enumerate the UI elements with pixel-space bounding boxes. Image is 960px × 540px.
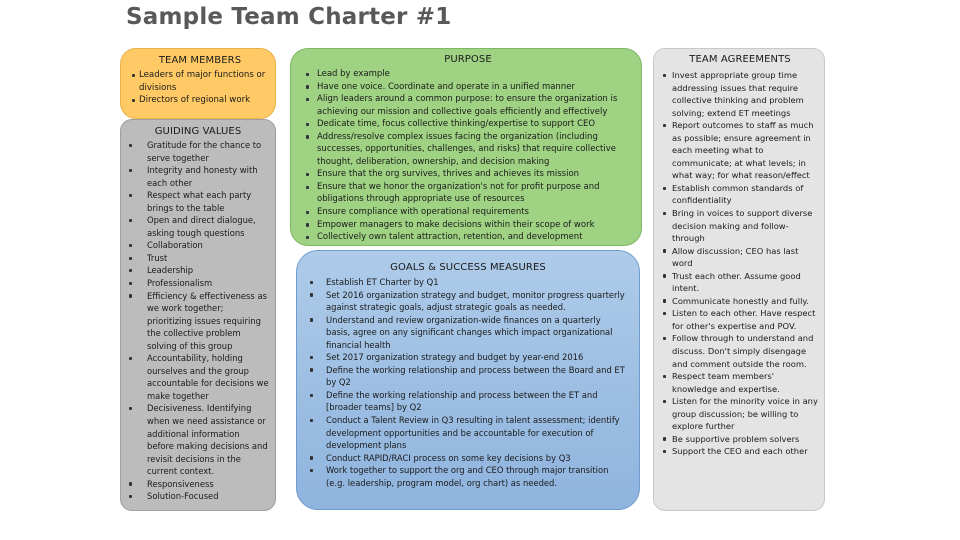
list-item: Report outcomes to staff as much as possible; ensure agreement in each meeting what to communicate; at what levels; in what way; for what reason/effect — [662, 119, 818, 182]
team-agreements-heading: TEAM AGREEMENTS — [689, 54, 791, 65]
list-item: Trust — [127, 252, 269, 265]
list-item: Bring in voices to support diverse decision making and follow-through — [662, 207, 818, 245]
list-item: Address/resolve complex issues facing the organization (including successes, opportunities, challenges, and risks) that require collective thought, deliberation, ownership, and decision making — [305, 131, 631, 169]
purpose-heading: PURPOSE — [444, 54, 492, 65]
list-item: Respect team members' knowledge and expertise. — [662, 370, 818, 395]
list-item: Ensure that the org survives, thrives and achieves its mission — [305, 168, 631, 181]
list-item: Collectively own talent attraction, retention, and development — [305, 231, 631, 244]
list-item: Establish common standards of confidentiality — [662, 182, 818, 207]
list-item: Set 2017 organization strategy and budget by year-end 2016 — [309, 351, 627, 364]
list-item: Responsiveness — [127, 478, 269, 491]
team-agreements-list — [662, 69, 818, 458]
list-item: Support the CEO and each other — [662, 445, 818, 458]
guiding-values-heading: GUIDING VALUES — [154, 126, 242, 137]
list-item: Professionalism — [127, 277, 269, 290]
list-item: Set 2016 organization strategy and budget, monitor progress quarterly against strategic goals, adjust strategic goals as needed. — [309, 289, 627, 314]
list-item: Gratitude for the chance to serve together — [127, 139, 269, 164]
list-item: Invest appropriate group time addressing issues that require collective thinking and problem solving; extend ET meetings — [662, 69, 818, 119]
list-item: Listen for the minority voice in any group discussion; be willing to explore further — [662, 395, 818, 433]
list-item: Integrity and honesty with each other — [127, 164, 269, 189]
team-members-list — [131, 69, 269, 107]
list-item: Open and direct dialogue, asking tough questions — [127, 214, 269, 239]
list-item: Understand and review organization-wide finances on a quarterly basis, agree on any significant changes which impact organizational financial health — [309, 314, 627, 352]
list-item: Have one voice. Coordinate and operate in a unified manner — [305, 81, 631, 94]
list-item: Lead by example — [305, 68, 631, 81]
list-item: Listen to each other. Have respect for other's expertise and POV. — [662, 307, 818, 332]
list-item: Follow through to understand and discuss. Don't simply disengage and comment outside the room. — [662, 332, 818, 370]
list-item: Establish ET Charter by Q1 — [309, 276, 627, 289]
team-members-panel — [120, 48, 276, 119]
list-item: Define the working relationship and process between the ET and [broader teams] by Q2 — [309, 389, 627, 414]
list-item: Respect what each party brings to the table — [127, 189, 269, 214]
team-agreements-panel — [653, 48, 825, 511]
goals-panel — [296, 250, 640, 510]
list-item: Collaboration — [127, 239, 269, 252]
team-members-heading: TEAM MEMBERS — [158, 55, 242, 66]
list-item: Work together to support the org and CEO through major transition (e.g. leadership, program model, org chart) as needed. — [309, 464, 627, 489]
list-item: Conduct a Talent Review in Q3 resulting in talent assessment; identify development opportunities and be accountable for execution of development plans — [309, 414, 627, 452]
list-item: Accountability, holding ourselves and the group accountable for decisions we make together — [127, 352, 269, 402]
list-item: Trust each other. Assume good intent. — [662, 270, 818, 295]
guiding-values-list — [127, 139, 269, 503]
guiding-values-panel — [120, 119, 276, 511]
goals-list — [309, 276, 627, 489]
list-item: Allow discussion; CEO has last word — [662, 245, 818, 270]
list-item: Efficiency & effectiveness as we work together; prioritizing issues requiring the collective problem solving of this group — [127, 290, 269, 353]
list-item: Directors of regional work — [131, 94, 269, 107]
list-item: Decisiveness. Identifying when we need assistance or additional information before making decisions and revisit decisions in the current context. — [127, 402, 269, 477]
list-item: Ensure that we honor the organization's not for profit purpose and obligations through appropriate use of resources — [305, 181, 631, 206]
list-item: Align leaders around a common purpose: to ensure the organization is achieving our mission and collective goals efficiently and effectively — [305, 93, 631, 118]
list-item: Leaders of major functions or divisions — [131, 69, 269, 94]
list-item: Empower managers to make decisions within their scope of work — [305, 219, 631, 232]
purpose-list — [305, 68, 631, 244]
list-item: Dedicate time, focus collective thinking/expertise to support CEO — [305, 118, 631, 131]
purpose-panel — [290, 48, 642, 246]
list-item: Define the working relationship and process between the Board and ET by Q2 — [309, 364, 627, 389]
list-item: Communicate honestly and fully. — [662, 295, 818, 308]
page-title: Sample Team Charter #1 — [126, 4, 452, 30]
list-item: Solution-Focused — [127, 490, 269, 503]
list-item: Conduct RAPID/RACI process on some key decisions by Q3 — [309, 452, 627, 465]
list-item: Leadership — [127, 264, 269, 277]
list-item: Ensure compliance with operational requirements — [305, 206, 631, 219]
goals-heading: GOALS & SUCCESS MEASURES — [390, 262, 546, 273]
list-item: Be supportive problem solvers — [662, 433, 818, 446]
